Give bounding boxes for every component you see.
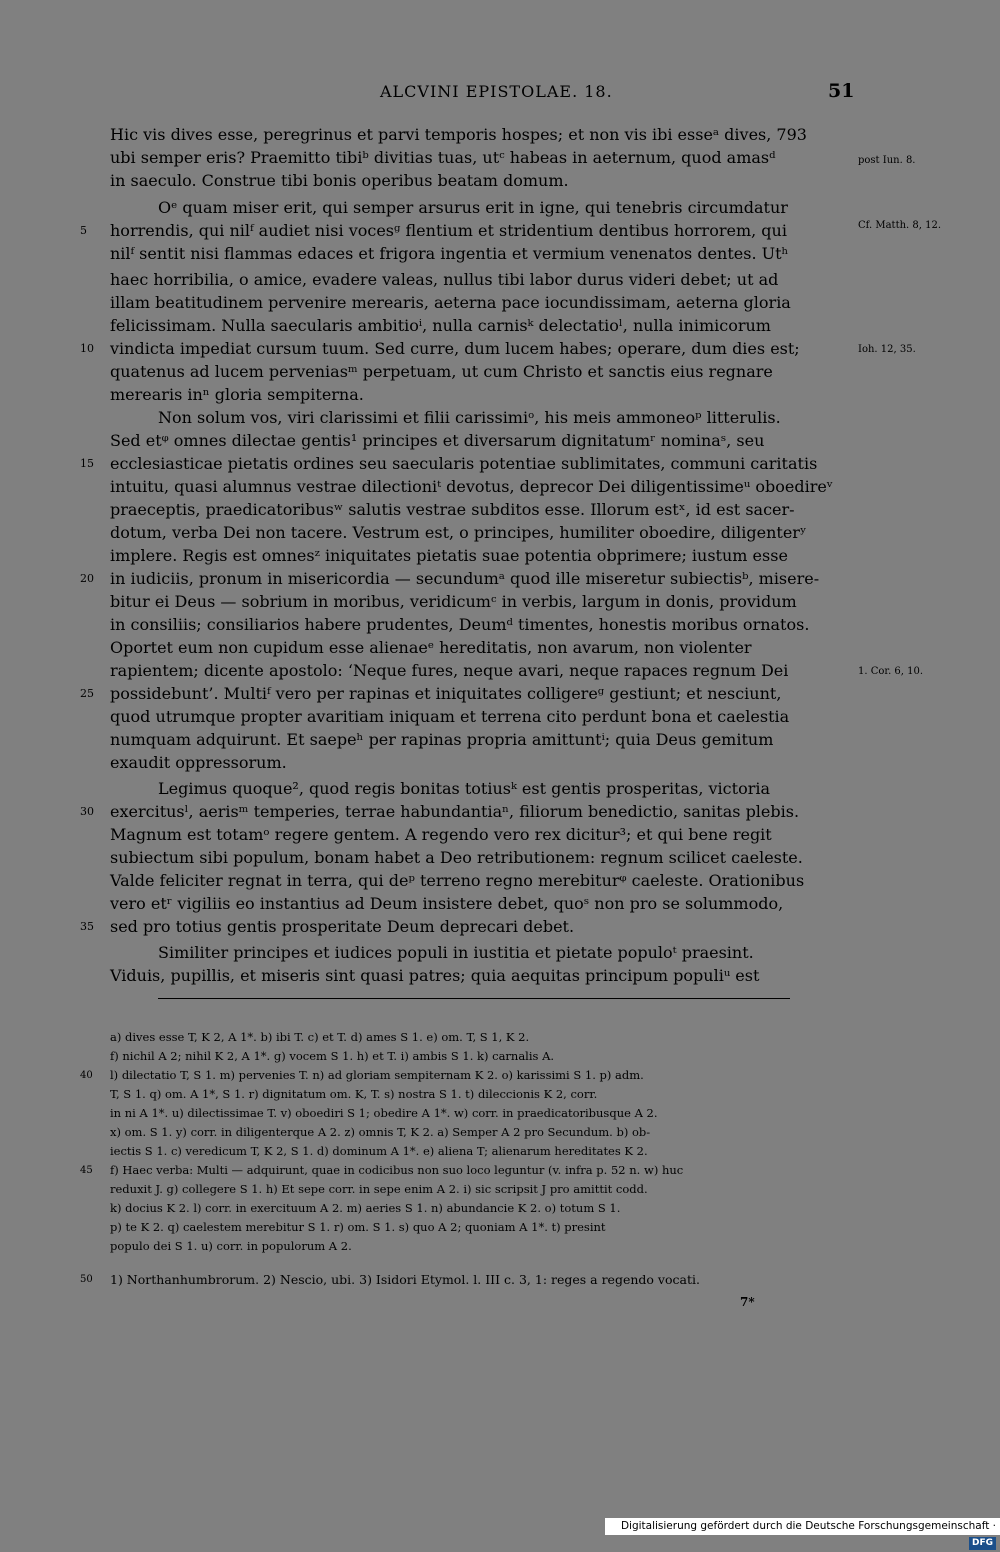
text-line: felicissimam. Nulla saecularis ambitioⁱ, nulla carnisᵏ delectatioˡ, nulla inimicorum: [110, 316, 771, 335]
text-line: Valde feliciter regnat in terra, qui deᵖ terreno regno merebiturᵠ caeleste. Orationibus: [110, 871, 805, 890]
footnote-line: p) te K 2. q) caelestem merebitur S 1. r) om. S 1. s) quo A 2; quoniam A 1*. t) presint: [110, 1220, 606, 1234]
line-number: 15: [80, 457, 94, 470]
page-number: 51: [828, 80, 855, 102]
text-line: exaudit oppressorum.: [110, 753, 287, 772]
footnote-line: l) dilectatio T, S 1. m) pervenies T. n) ad gloriam sempiternam K 2. o) karissimi S 1. p) adm.: [110, 1068, 644, 1082]
footer-text: Digitalisierung gefördert durch die Deutsche Forschungsgemeinschaft ·: [620, 1520, 996, 1532]
text-line: ecclesiasticae pietatis ordines seu saecularis potentiae sublimitates, communi caritatis: [110, 454, 818, 473]
dfg-logo: DFG: [969, 1537, 996, 1550]
bottom-note-number: 50: [80, 1274, 93, 1285]
text-line: Similiter principes et iudices populi in iustitia et pietate populoᵗ praesint.: [158, 943, 754, 962]
footnote-line: f) nichil A 2; nihil K 2, A 1*. g) vocem S 1. h) et T. i) ambis S 1. k) carnalis A.: [110, 1049, 555, 1063]
text-line: sed pro totius gentis prosperitate Deum deprecari debet.: [110, 917, 575, 936]
margin-note: 1. Cor. 6, 10.: [858, 666, 924, 677]
text-line: vero etʳ vigiliis eo instantius ad Deum insistere debet, quoˢ non pro se solummodo,: [110, 894, 784, 913]
text-line: quod utrumque propter avaritiam iniquam et terrena cito perdunt bona et caelestia: [110, 707, 790, 726]
text-line: bitur ei Deus — sobrium in moribus, veridicumᶜ in verbis, largum in donis, providum: [110, 592, 797, 611]
signature-mark: 7*: [740, 1295, 755, 1309]
text-line: ubi semper eris? Praemitto tibiᵇ divitias tuas, utᶜ habeas in aeternum, quod amasᵈ: [110, 148, 776, 167]
running-title: ALCVINI EPISTOLAE. 18.: [380, 82, 613, 101]
text-line: exercitusˡ, aerisᵐ temperies, terrae habundantiaⁿ, filiorum benedictio, sanitas plebis.: [110, 802, 800, 821]
text-line: numquam adquirunt. Et saepeʰ per rapinas propria amittuntⁱ; quia Deus gemitum: [110, 730, 774, 749]
footnote-line: populo dei S 1. u) corr. in populorum A 2.: [110, 1239, 352, 1253]
text-line: Magnum est totamᵒ regere gentem. A regendo vero rex dicitur³; et qui bene regit: [110, 825, 772, 844]
footnote-line-number: 45: [80, 1165, 93, 1176]
text-line: intuitu, quasi alumnus vestrae dilectioniᵗ devotus, deprecor Dei diligentissimeᵘ oboedireᵛ: [110, 477, 833, 496]
footnote-line: reduxit J. g) collegere S 1. h) Et sepe corr. in sepe enim A 2. i) sic scripsit J pro amittit codd.: [110, 1182, 648, 1196]
bottom-note: 1) Northanhumbrorum. 2) Nescio, ubi. 3) Isidori Etymol. l. III c. 3, 1: reges a regendo vocati.: [110, 1272, 700, 1287]
footnote-line: k) docius K 2. l) corr. in exercituum A 2. m) aeries S 1. n) abundancie K 2. o) totum S 1.: [110, 1201, 621, 1215]
text-line: illam beatitudinem pervenire merearis, aeterna pace iocundissimam, aeterna gloria: [110, 293, 791, 312]
text-line: Legimus quoque², quod regis bonitas totiusᵏ est gentis prosperitas, victoria: [158, 779, 770, 798]
footnote-line: T, S 1. q) om. A 1*, S 1. r) dignitatum om. K, T. s) nostra S 1. t) dileccionis K 2, corr.: [110, 1087, 598, 1101]
footnote-line: f) Haec verba: Multi — adquirunt, quae in codicibus non suo loco leguntur (v. infra p. 52 n. w) huc: [110, 1163, 684, 1177]
text-line: in consiliis; consiliarios habere prudentes, Deumᵈ timentes, honestis moribus ornatos.: [110, 615, 810, 634]
text-line: possidebunt’. Multiᶠ vero per rapinas et iniquitates colligereᵍ gestiunt; et nesciunt,: [110, 684, 782, 703]
margin-note: post Iun. 8.: [858, 155, 916, 166]
line-number: 5: [80, 224, 87, 237]
footnote-line: x) om. S 1. y) corr. in diligenterque A 2. z) omnis T, K 2. a) Semper A 2 pro Secundum. b) ob-: [110, 1125, 651, 1139]
text-line: implere. Regis est omnesᶻ iniquitates pietatis suae potentia obprimere; iustum esse: [110, 546, 788, 565]
footnote-rule: [158, 998, 790, 999]
margin-note: Cf. Matth. 8, 12.: [858, 220, 942, 231]
text-line: merearis inⁿ gloria sempiterna.: [110, 385, 364, 404]
text-line: praeceptis, praedicatoribusʷ salutis vestrae subditos esse. Illorum estˣ, id est sacer-: [110, 500, 795, 519]
line-number: 25: [80, 687, 94, 700]
line-number: 30: [80, 805, 94, 818]
line-number: 35: [80, 920, 94, 933]
text-line: subiectum sibi populum, bonam habet a Deo retributionem: regnum scilicet caeleste.: [110, 848, 803, 867]
text-line: quatenus ad lucem perveniasᵐ perpetuam, ut cum Christo et sanctis eius regnare: [110, 362, 773, 381]
text-line: in saeculo. Construe tibi bonis operibus beatam domum.: [110, 171, 569, 190]
text-line: haec horribilia, o amice, evadere valeas, nullus tibi labor durus videri debet; ut ad: [110, 270, 779, 289]
text-line: vindicta impediat cursum tuum. Sed curre, dum lucem habes; operare, dum dies est;: [110, 339, 800, 358]
funding-footer: [605, 1518, 1000, 1548]
footnote-line: a) dives esse T, K 2, A 1*. b) ibi T. c) et T. d) ames S 1. e) om. T, S 1, K 2.: [110, 1030, 530, 1044]
text-line: dotum, verba Dei non tacere. Vestrum est, o principes, humiliter oboedire, diligenterʸ: [110, 523, 807, 542]
text-line: Hic vis dives esse, peregrinus et parvi temporis hospes; et non vis ibi esseᵃ dives, 793: [110, 125, 807, 144]
margin-note: Ioh. 12, 35.: [858, 344, 916, 355]
footnote-line-number: 40: [80, 1070, 93, 1081]
line-number: 20: [80, 572, 94, 585]
text-line: Non solum vos, viri clarissimi et filii carissimiᵒ, his meis ammoneoᵖ litterulis.: [158, 408, 781, 427]
text-line: nilᶠ sentit nisi flammas edaces et frigora ingentia et vermium venenatos dentes. Utʰ: [110, 244, 789, 263]
text-line: in iudiciis, pronum in misericordia — secundumᵃ quod ille miseretur subiectisᵇ, misere-: [110, 569, 820, 588]
page-header: [0, 82, 1000, 106]
footnote-line: in ni A 1*. u) dilectissimae T. v) oboediri S 1; obedire A 1*. w) corr. in praedicatoribusque A 2.: [110, 1106, 658, 1120]
text-line: rapientem; dicente apostolo: ‘Neque fures, neque avari, neque rapaces regnum Dei: [110, 661, 789, 680]
line-number: 10: [80, 342, 94, 355]
text-line: Oportet eum non cupidum esse alienaeᵉ hereditatis, non avarum, non violenter: [110, 638, 752, 657]
text-line: horrendis, qui nilᶠ audiet nisi vocesᵍ flentium et stridentium dentibus horrorem, qui: [110, 221, 787, 240]
text-line: Oᵉ quam miser erit, qui semper arsurus erit in igne, qui tenebris circumdatur: [158, 198, 788, 217]
text-line: Viduis, pupillis, et miseris sint quasi patres; quia aequitas principum populiᵘ est: [110, 966, 760, 985]
footnote-line: iectis S 1. c) veredicum T, K 2, S 1. d) dominum A 1*. e) aliena T; alienarum hereditates K 2.: [110, 1144, 648, 1158]
text-line: Sed etᵠ omnes dilectae gentis¹ principes et diversarum dignitatumʳ nominaˢ, seu: [110, 431, 765, 450]
